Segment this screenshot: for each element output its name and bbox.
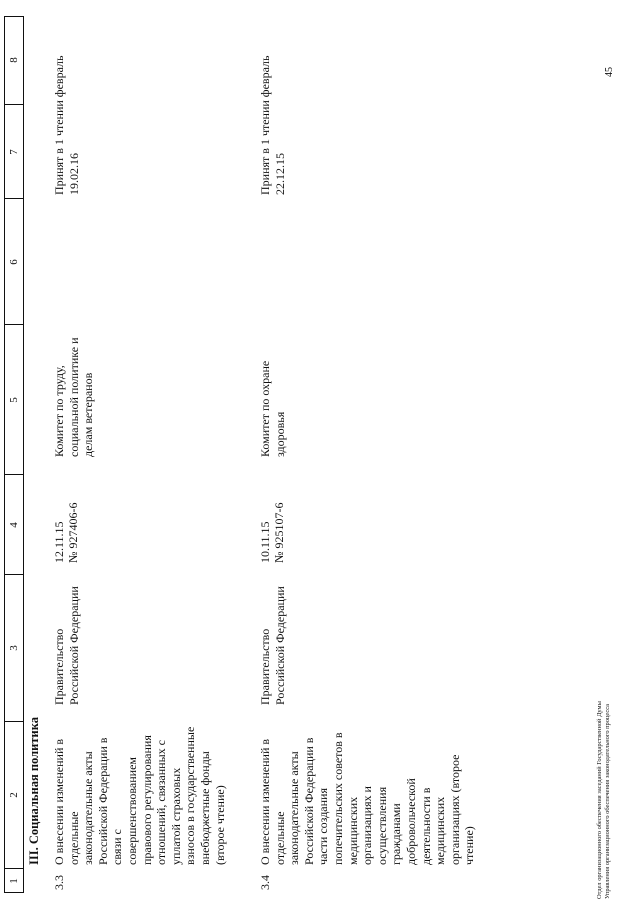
- bill-title: О внесении изменений в отдельные законодательные акты Российской Федерации в части создания попечительских советов в медицинских организациях и осуществления гражданами добровольческой деятельности в медицинских организациях (второе чтение): [258, 732, 477, 865]
- bill-author: Правительство Российской Федерации: [258, 586, 287, 705]
- bill-author: Правительство Российской Федерации: [52, 586, 81, 705]
- bill-status: Принят в 1 чтении февраль 22.12.15: [258, 55, 287, 195]
- column-divider: [4, 324, 24, 325]
- page-number: 45: [604, 67, 615, 77]
- section-title: III. Социальная политика: [27, 717, 41, 865]
- column-number: 3: [8, 645, 20, 651]
- footer-line: Управления организационного обеспечения законодательного процесса: [604, 704, 611, 899]
- column-number: 8: [8, 57, 20, 63]
- bill-title: О внесении изменений в отдельные законодательные акты Российской Федерации в связи с совершенствованием правового регулирования отношений, связанных с уплатой страховых взносов в государственные внебюджетные фонды (второе чтение): [52, 726, 227, 865]
- column-divider: [4, 868, 24, 869]
- bill-number: № 927406-6: [66, 502, 80, 563]
- column-divider: [4, 574, 24, 575]
- row-number: 3.3: [52, 875, 66, 890]
- column-number: 5: [8, 397, 20, 403]
- column-number: 6: [8, 259, 20, 265]
- responsible-committee: Комитет по охране здоровья: [258, 360, 287, 457]
- page-footer: [596, 701, 612, 899]
- table-top-border: [4, 17, 5, 893]
- table-header-bottom-border: [23, 17, 24, 893]
- column-number: 7: [8, 149, 20, 155]
- column-divider: [4, 474, 24, 475]
- bill-date: 12.11.15: [52, 521, 66, 563]
- column-number: 4: [8, 522, 20, 528]
- bill-number: № 925107-6: [272, 502, 286, 563]
- column-divider: [4, 16, 24, 17]
- column-divider: [4, 104, 24, 105]
- column-divider: [4, 892, 24, 893]
- bill-date: 10.11.15: [258, 521, 272, 563]
- column-divider: [4, 198, 24, 199]
- column-divider: [4, 721, 24, 722]
- footer-line: Отдел организационного обеспечения заседаний Государственной Думы: [596, 701, 603, 899]
- column-number: 2: [8, 792, 20, 798]
- bill-status: Принят в 1 чтении февраль 19.02.16: [52, 55, 81, 195]
- row-number: 3.4: [258, 875, 272, 890]
- column-number: 1: [8, 878, 20, 884]
- responsible-committee: Комитет по труду, социальной политике и делам ветеранов: [52, 337, 96, 457]
